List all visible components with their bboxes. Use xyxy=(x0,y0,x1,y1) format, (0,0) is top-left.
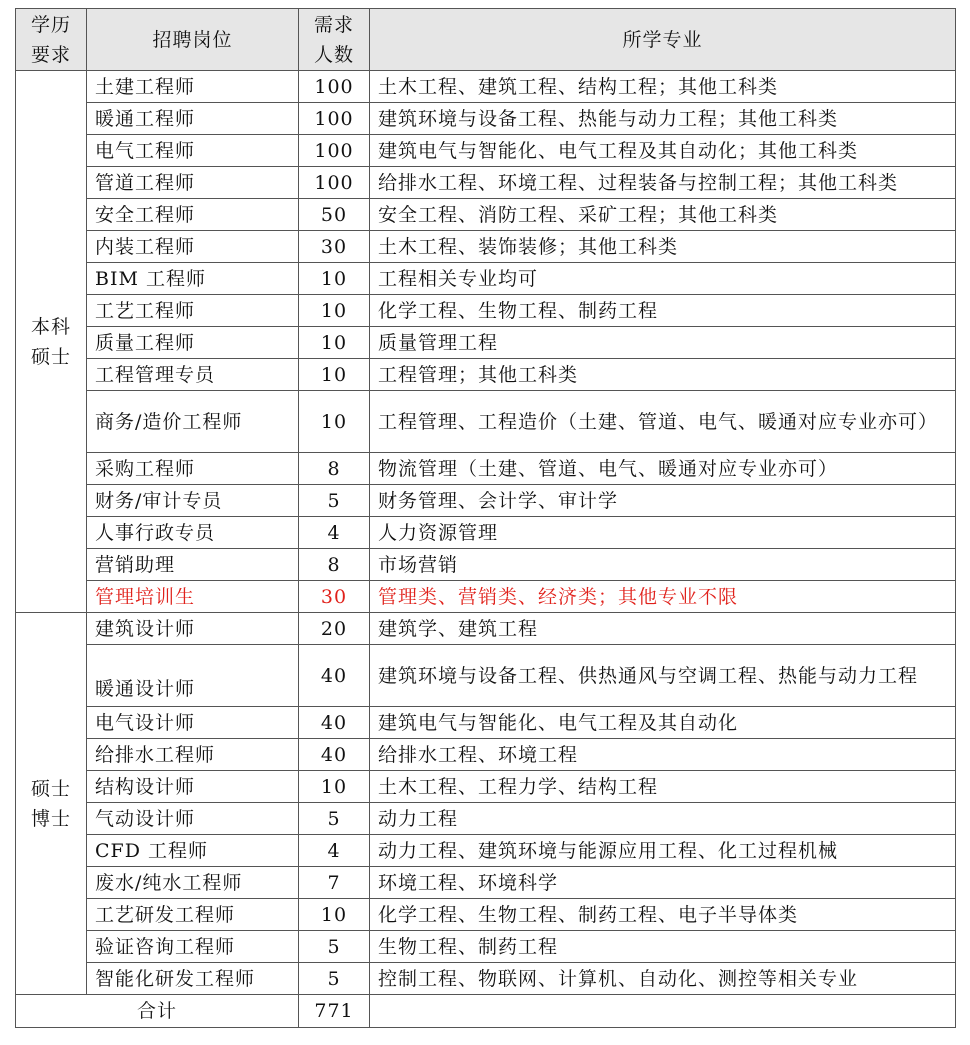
recruitment-table xyxy=(15,8,956,1028)
position-cell: 管道工程师 xyxy=(87,167,299,199)
table-row xyxy=(16,295,956,327)
count-cell: 30 xyxy=(299,231,370,263)
position-cell: 电气工程师 xyxy=(87,135,299,167)
count-cell: 50 xyxy=(299,199,370,231)
table-row xyxy=(16,167,956,199)
position-cell: 采购工程师 xyxy=(87,453,299,485)
count-cell: 40 xyxy=(299,739,370,771)
table-row xyxy=(16,581,956,613)
position-cell: 建筑设计师 xyxy=(87,613,299,645)
education-cell: 本科 硕士 xyxy=(16,71,87,613)
position-cell: 给排水工程师 xyxy=(87,739,299,771)
count-cell: 40 xyxy=(299,707,370,739)
count-cell: 5 xyxy=(299,803,370,835)
table-row xyxy=(16,963,956,995)
table-row xyxy=(16,931,956,963)
major-cell: 安全工程、消防工程、采矿工程；其他工科类 xyxy=(370,199,956,231)
count-cell: 40 xyxy=(299,645,370,707)
table-row xyxy=(16,231,956,263)
major-cell: 建筑环境与设备工程、热能与动力工程；其他工科类 xyxy=(370,103,956,135)
table-row xyxy=(16,549,956,581)
major-cell: 化学工程、生物工程、制药工程、电子半导体类 xyxy=(370,899,956,931)
position-cell: 暖通工程师 xyxy=(87,103,299,135)
table-row xyxy=(16,707,956,739)
count-cell: 100 xyxy=(299,167,370,199)
position-cell: 商务/造价工程师 xyxy=(87,391,299,453)
position-cell: 土建工程师 xyxy=(87,71,299,103)
count-cell: 4 xyxy=(299,517,370,549)
table-row xyxy=(16,263,956,295)
count-cell: 10 xyxy=(299,327,370,359)
table-row xyxy=(16,135,956,167)
count-cell: 100 xyxy=(299,135,370,167)
position-cell: 结构设计师 xyxy=(87,771,299,803)
position-cell: 人事行政专员 xyxy=(87,517,299,549)
position-cell: 验证咨询工程师 xyxy=(87,931,299,963)
count-cell: 100 xyxy=(299,103,370,135)
header-education: 学历 要求 xyxy=(16,9,87,71)
major-cell: 质量管理工程 xyxy=(370,327,956,359)
table-row xyxy=(16,103,956,135)
count-cell: 4 xyxy=(299,835,370,867)
major-cell: 建筑环境与设备工程、供热通风与空调工程、热能与动力工程 xyxy=(370,645,956,707)
position-cell: 内装工程师 xyxy=(87,231,299,263)
major-cell: 财务管理、会计学、审计学 xyxy=(370,485,956,517)
position-cell: 管理培训生 xyxy=(87,581,299,613)
position-cell: 气动设计师 xyxy=(87,803,299,835)
header-position: 招聘岗位 xyxy=(87,9,299,71)
header-count: 需求 人数 xyxy=(299,9,370,71)
count-cell: 8 xyxy=(299,549,370,581)
major-cell: 动力工程 xyxy=(370,803,956,835)
major-cell: 生物工程、制药工程 xyxy=(370,931,956,963)
count-cell: 8 xyxy=(299,453,370,485)
count-cell: 10 xyxy=(299,391,370,453)
table-row xyxy=(16,71,956,103)
position-cell: 工程管理专员 xyxy=(87,359,299,391)
table-row xyxy=(16,517,956,549)
table-row xyxy=(16,613,956,645)
position-cell: 工艺研发工程师 xyxy=(87,899,299,931)
count-cell: 100 xyxy=(299,71,370,103)
total-label: 合计 xyxy=(16,995,299,1028)
major-cell: 人力资源管理 xyxy=(370,517,956,549)
position-cell: BIM 工程师 xyxy=(87,263,299,295)
position-cell: 暖通设计师 xyxy=(87,645,299,707)
major-cell: 土木工程、工程力学、结构工程 xyxy=(370,771,956,803)
education-cell: 硕士 博士 xyxy=(16,613,87,995)
header-major: 所学专业 xyxy=(370,9,956,71)
table-header-row xyxy=(16,9,956,71)
position-cell: 智能化研发工程师 xyxy=(87,963,299,995)
total-row xyxy=(16,995,956,1028)
count-cell: 10 xyxy=(299,263,370,295)
position-cell: 安全工程师 xyxy=(87,199,299,231)
major-cell: 管理类、营销类、经济类；其他专业不限 xyxy=(370,581,956,613)
position-cell: 财务/审计专员 xyxy=(87,485,299,517)
major-cell: 建筑电气与智能化、电气工程及其自动化；其他工科类 xyxy=(370,135,956,167)
table-row xyxy=(16,645,956,707)
count-cell: 10 xyxy=(299,295,370,327)
position-cell: 电气设计师 xyxy=(87,707,299,739)
table-body xyxy=(16,71,956,995)
table-row xyxy=(16,199,956,231)
table-row xyxy=(16,485,956,517)
major-cell: 环境工程、环境科学 xyxy=(370,867,956,899)
count-cell: 10 xyxy=(299,771,370,803)
major-cell: 化学工程、生物工程、制药工程 xyxy=(370,295,956,327)
table-row xyxy=(16,771,956,803)
table-row xyxy=(16,803,956,835)
total-major xyxy=(370,995,956,1028)
table-row xyxy=(16,867,956,899)
major-cell: 物流管理（土建、管道、电气、暖通对应专业亦可） xyxy=(370,453,956,485)
table-row xyxy=(16,391,956,453)
count-cell: 5 xyxy=(299,931,370,963)
count-cell: 10 xyxy=(299,359,370,391)
major-cell: 控制工程、物联网、计算机、自动化、测控等相关专业 xyxy=(370,963,956,995)
position-cell: 工艺工程师 xyxy=(87,295,299,327)
major-cell: 工程管理、工程造价（土建、管道、电气、暖通对应专业亦可） xyxy=(370,391,956,453)
table-row xyxy=(16,899,956,931)
count-cell: 20 xyxy=(299,613,370,645)
count-cell: 7 xyxy=(299,867,370,899)
table-row xyxy=(16,453,956,485)
recruitment-table-container xyxy=(15,8,956,1028)
major-cell: 给排水工程、环境工程 xyxy=(370,739,956,771)
count-cell: 5 xyxy=(299,485,370,517)
count-cell: 10 xyxy=(299,899,370,931)
major-cell: 给排水工程、环境工程、过程装备与控制工程；其他工科类 xyxy=(370,167,956,199)
major-cell: 土木工程、装饰装修；其他工科类 xyxy=(370,231,956,263)
table-row xyxy=(16,327,956,359)
position-cell: CFD 工程师 xyxy=(87,835,299,867)
major-cell: 工程管理；其他工科类 xyxy=(370,359,956,391)
table-row xyxy=(16,359,956,391)
count-cell: 30 xyxy=(299,581,370,613)
major-cell: 建筑学、建筑工程 xyxy=(370,613,956,645)
position-cell: 废水/纯水工程师 xyxy=(87,867,299,899)
major-cell: 动力工程、建筑环境与能源应用工程、化工过程机械 xyxy=(370,835,956,867)
count-cell: 5 xyxy=(299,963,370,995)
position-cell: 营销助理 xyxy=(87,549,299,581)
major-cell: 市场营销 xyxy=(370,549,956,581)
table-row xyxy=(16,739,956,771)
position-cell: 质量工程师 xyxy=(87,327,299,359)
total-count: 771 xyxy=(299,995,370,1028)
major-cell: 建筑电气与智能化、电气工程及其自动化 xyxy=(370,707,956,739)
major-cell: 土木工程、建筑工程、结构工程；其他工科类 xyxy=(370,71,956,103)
table-row xyxy=(16,835,956,867)
major-cell: 工程相关专业均可 xyxy=(370,263,956,295)
